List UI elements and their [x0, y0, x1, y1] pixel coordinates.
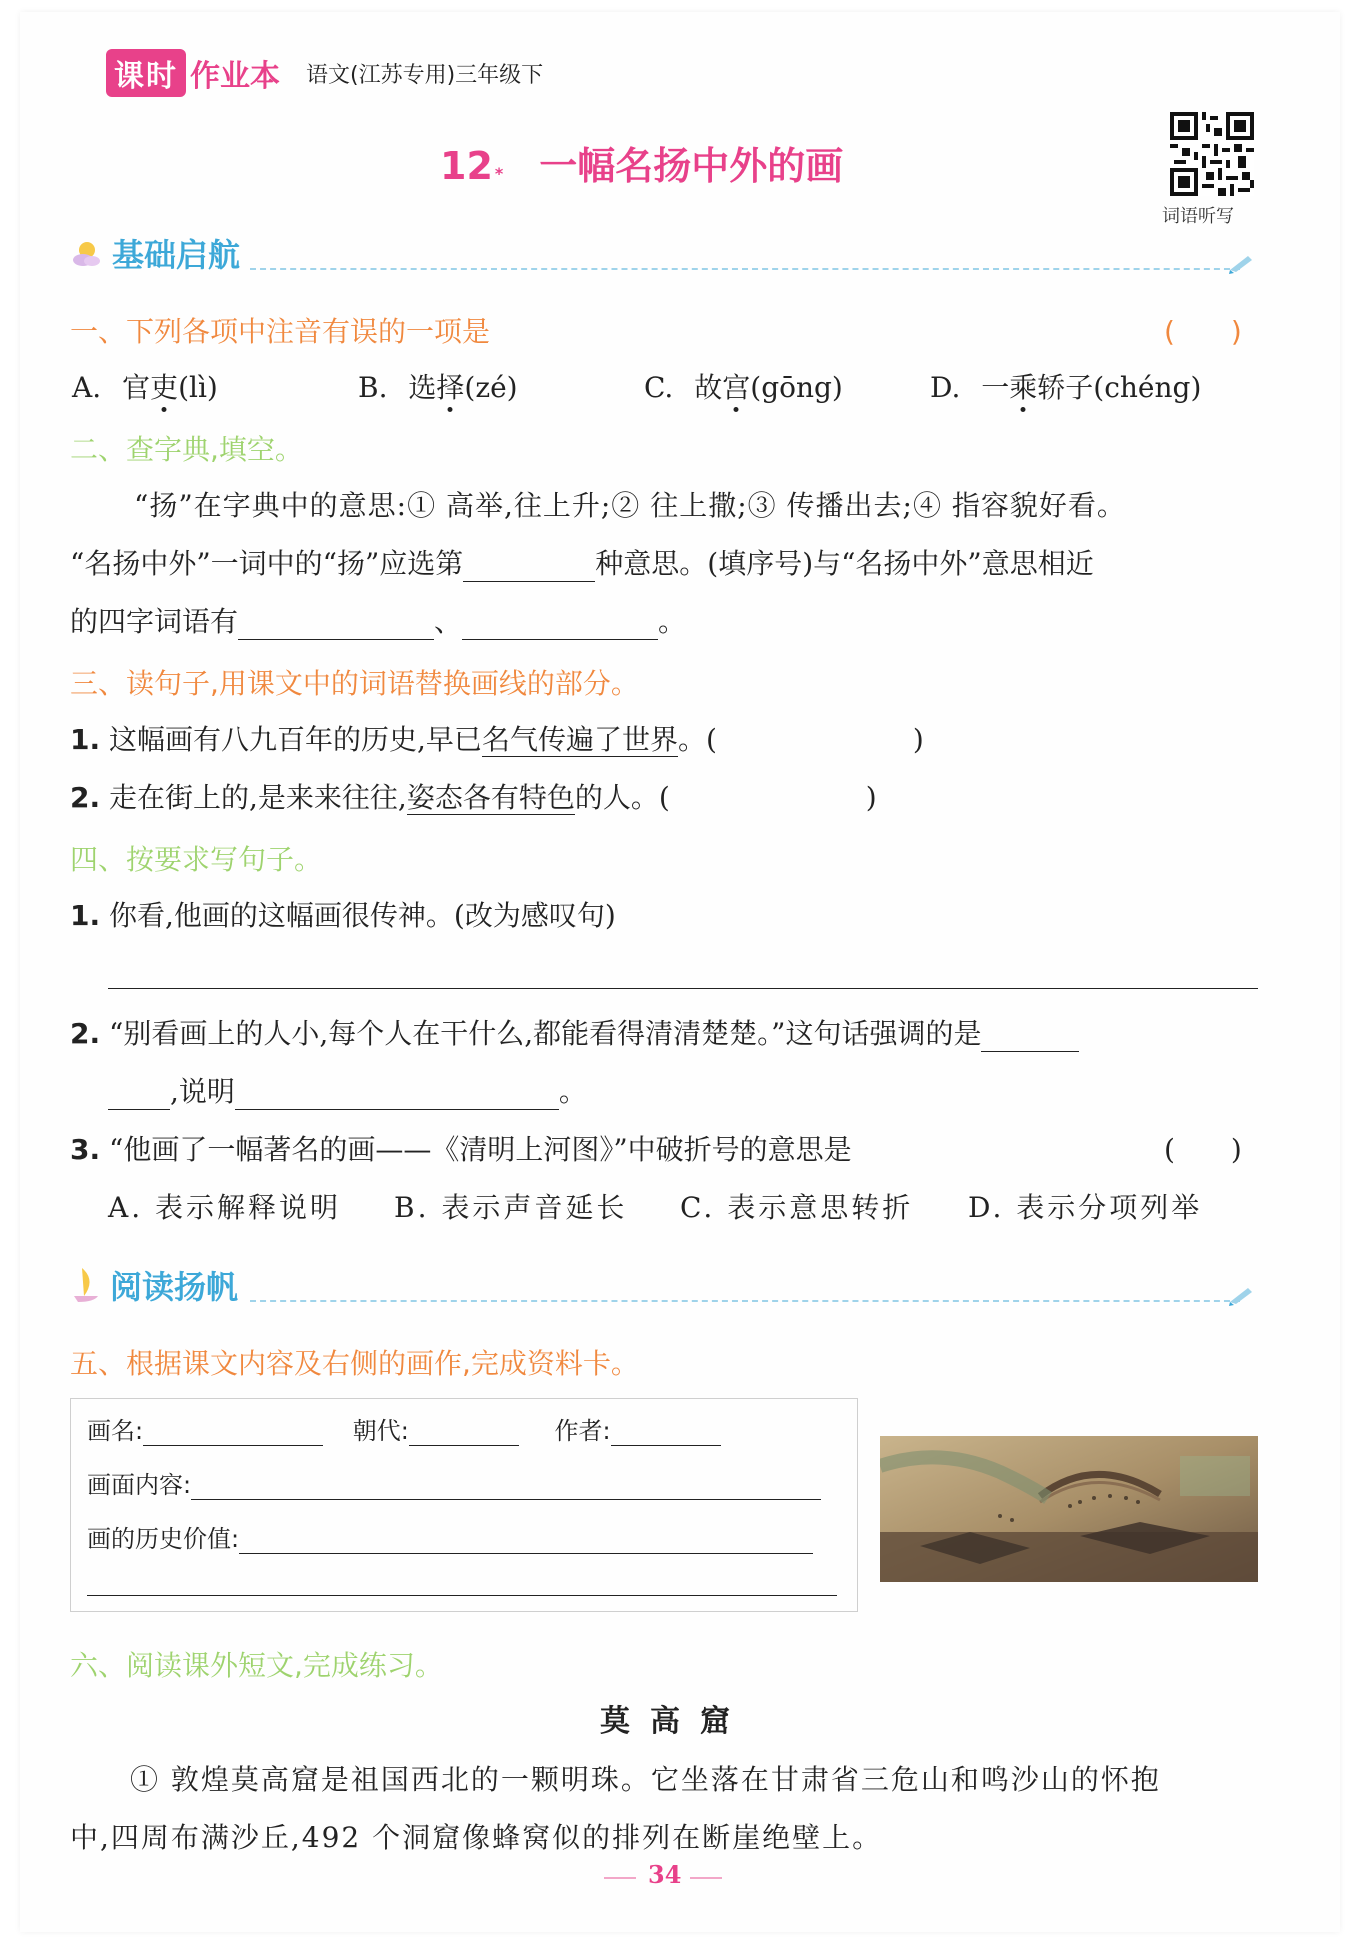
option-letter: D.: [930, 371, 961, 404]
sentence-text: “别看画上的人小,每个人在干什么,都能看得清清楚楚。”这句话强调的是: [109, 1017, 982, 1050]
q3-sentence-1: [70, 718, 924, 758]
lesson-number: 12: [440, 144, 493, 188]
pinyin: (zé): [464, 371, 518, 404]
article-paragraph-1: ① 敦煌莫高窟是祖国西北的一颗明珠。它坐落在甘肃省三危山和鸣沙山的怀抱: [130, 1763, 1161, 1796]
question-3-title: 三、读句子,用课文中的词语替换画线的部分。: [70, 667, 639, 700]
q2-text: “名扬中外”一词中的“扬”应选第: [70, 547, 464, 580]
option-text: 官: [122, 371, 151, 404]
sentence-text: 这幅画有八九百年的历史,早已: [109, 723, 482, 756]
q2-text: 。: [658, 605, 687, 638]
answer-paren[interactable]: ( ): [1164, 1133, 1242, 1166]
option-text: 选: [408, 371, 437, 404]
author-label: 作者:: [554, 1417, 611, 1445]
dotted-char: 择: [436, 371, 465, 404]
page-number-rule: [604, 1877, 636, 1879]
question-2-title: 二、查字典,填空。: [70, 433, 303, 466]
q4-option-a[interactable]: A. 表示解释说明: [108, 1191, 342, 1224]
value-label: 画的历史价值:: [87, 1525, 240, 1553]
q2-text: 种意思。(填序号)与“名扬中外”意思相近: [595, 547, 1094, 580]
sentence-text: ,说明: [170, 1075, 235, 1108]
item-number: 3.: [70, 1133, 101, 1166]
sentence-text: 。: [558, 1075, 587, 1108]
qr-code-icon[interactable]: [1170, 112, 1254, 196]
info-card: [70, 1398, 858, 1612]
option-text: 一: [981, 371, 1010, 404]
answer-line[interactable]: [108, 988, 1258, 989]
answer-blank[interactable]: [235, 1079, 559, 1110]
section-header-basics: [70, 230, 240, 276]
lesson-title: [440, 135, 843, 190]
answer-paren[interactable]: ( ): [1164, 315, 1242, 348]
q4-option-b[interactable]: B. 表示声音延长: [394, 1191, 628, 1224]
pen-icon: [1228, 252, 1256, 274]
answer-blank[interactable]: [238, 609, 434, 640]
sentence-text: 你看,他画的这幅画很传神。(改为感叹句): [109, 899, 616, 932]
underlined-phrase: 姿态各有特色: [406, 781, 575, 814]
option-b[interactable]: [358, 366, 518, 406]
card-row-2: [87, 1465, 821, 1500]
value-field-line-2[interactable]: [87, 1595, 837, 1596]
card-row-3: [87, 1519, 813, 1554]
q4-item-2: [70, 1012, 1079, 1052]
content-label: 画面内容:: [87, 1471, 192, 1499]
pinyin: (lì): [178, 371, 218, 404]
section-divider: [250, 268, 1240, 270]
option-letter: C.: [644, 371, 674, 404]
qr-label: 词语听写: [1162, 206, 1234, 227]
section-divider: [250, 1300, 1240, 1302]
dynasty-label: 朝代:: [352, 1417, 409, 1445]
option-text: 故: [694, 371, 723, 404]
pen-icon: [1228, 1284, 1256, 1306]
article-paragraph-1-cont: 中,四周布满沙丘,492 个洞窟像蜂窝似的排列在断崖绝壁上。: [70, 1821, 883, 1854]
q4-item-3: [70, 1128, 852, 1168]
lesson-title-text: 一幅名扬中外的画: [539, 144, 844, 188]
question-4-title: 四、按要求写句子。: [70, 843, 323, 876]
subject-label: 语文(江苏专用)三年级下: [306, 62, 544, 88]
option-c[interactable]: [644, 366, 843, 406]
item-number: 1.: [70, 899, 101, 932]
brand-name: 作业本: [190, 59, 280, 94]
answer-blank[interactable]: [462, 609, 658, 640]
pinyin: 轿子(chéng): [1037, 371, 1202, 404]
sentence-text: 。(: [677, 723, 717, 756]
answer-blank[interactable]: [981, 1021, 1079, 1052]
author-field[interactable]: [611, 1421, 721, 1446]
q2-line-2: [70, 542, 1094, 582]
item-number: 1.: [70, 723, 101, 756]
q4-item-1: [70, 894, 616, 934]
option-d[interactable]: [930, 366, 1201, 406]
sun-cloud-icon: [70, 236, 104, 270]
q4-item-2-cont: [108, 1070, 587, 1110]
qingming-painting-image: [880, 1436, 1258, 1582]
q4-option-c[interactable]: C. 表示意思转折: [680, 1191, 914, 1224]
article-title: 莫高窟: [600, 1704, 750, 1739]
option-letter: B.: [358, 371, 388, 404]
dotted-char: 吏: [150, 371, 179, 404]
section-title: 基础启航: [112, 236, 241, 274]
dotted-char: 乘: [1009, 371, 1038, 404]
sailboat-icon: [70, 1266, 102, 1304]
q2-text: 、: [434, 605, 463, 638]
sentence-text: 走在街上的,是来来往往,: [109, 781, 407, 814]
sentence-text: “他画了一幅著名的画——《清明上河图》”中破折号的意思是: [109, 1133, 852, 1166]
section-title: 阅读扬帆: [110, 1268, 239, 1306]
underlined-phrase: 名气传遍了世界: [481, 723, 678, 756]
brand-header: [106, 52, 543, 94]
question-6-title: 六、阅读课外短文,完成练习。: [70, 1649, 443, 1682]
paren-close: ): [865, 781, 877, 814]
q3-sentence-2: [70, 776, 877, 816]
lesson-star: *: [494, 164, 504, 183]
painting-name-label: 画名:: [87, 1417, 144, 1445]
sentence-text: 的人。(: [574, 781, 670, 814]
q4-option-d[interactable]: D. 表示分项列举: [968, 1191, 1203, 1224]
item-number: 2.: [70, 1017, 101, 1050]
page-number-rule: [690, 1877, 722, 1879]
option-a[interactable]: [72, 366, 218, 406]
answer-blank[interactable]: [108, 1079, 170, 1110]
item-number: 2.: [70, 781, 101, 814]
option-letter: A.: [72, 371, 102, 404]
answer-blank[interactable]: [463, 551, 595, 582]
page-number: 34: [648, 1860, 682, 1889]
pinyin: (gōng): [750, 371, 843, 404]
value-field[interactable]: [239, 1529, 813, 1554]
painting-name-field[interactable]: [143, 1421, 323, 1446]
question-1-title: 一、下列各项中注音有误的一项是: [70, 315, 491, 348]
section-header-reading: [70, 1262, 238, 1308]
paren-close: ): [912, 723, 924, 756]
question-5-title: 五、根据课文内容及右侧的画作,完成资料卡。: [70, 1347, 639, 1380]
dotted-char: 宫: [722, 371, 751, 404]
q2-line-3: [70, 600, 686, 640]
content-field[interactable]: [191, 1475, 821, 1500]
dynasty-field[interactable]: [409, 1421, 519, 1446]
card-row-1: [87, 1411, 721, 1446]
q2-text: 的四字词语有: [70, 605, 239, 638]
q2-line-1: “扬”在字典中的意思:① 高举,往上升;② 往上撒;③ 传播出去;④ 指容貌好看。: [134, 489, 1126, 522]
brand-badge: 课时: [106, 49, 186, 97]
